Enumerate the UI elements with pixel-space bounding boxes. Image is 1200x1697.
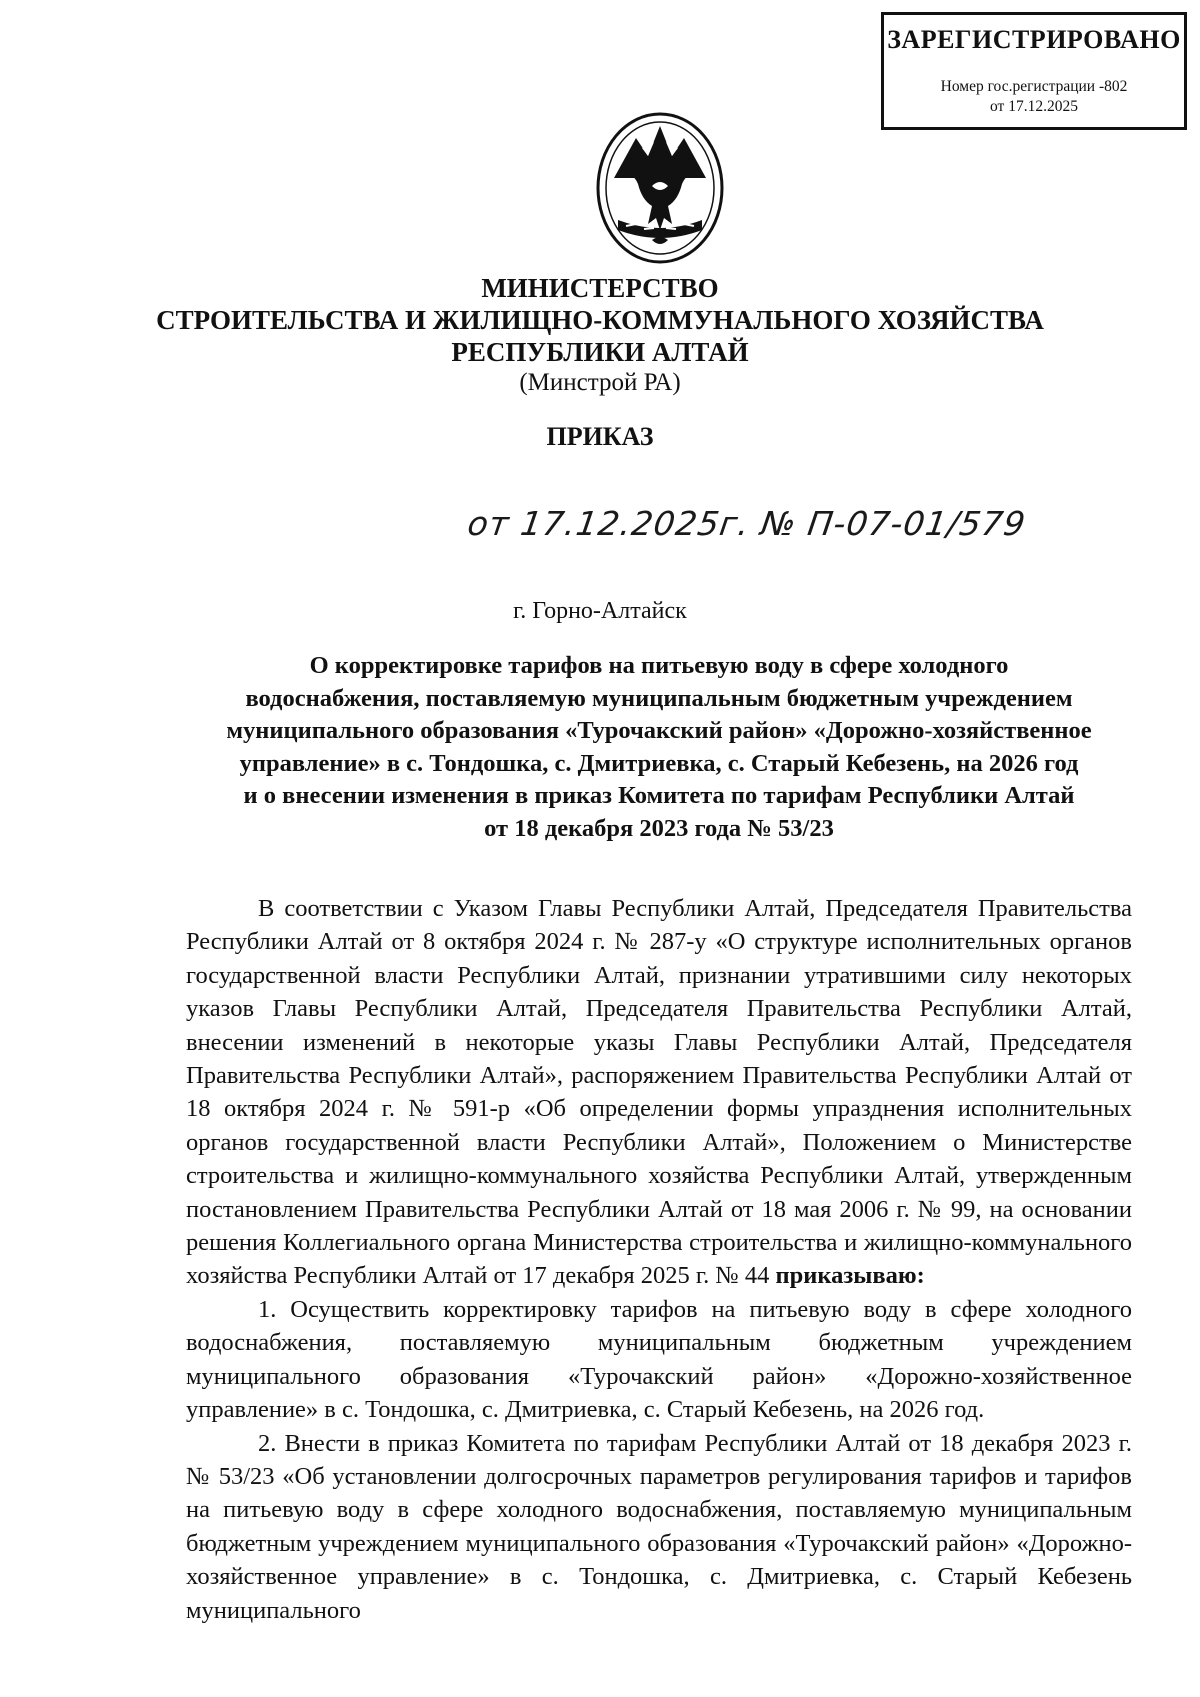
stamp-registration-number [884, 77, 1184, 117]
stamp-title: ЗАРЕГИСТРИРОВАНО [887, 25, 1181, 54]
ministry-name [0, 272, 1200, 368]
order-title: ПРИКАЗ [546, 422, 654, 451]
subject-line: О корректировке тарифов на питьевую воду в сфере холодного [309, 652, 1009, 679]
item-1-paragraph: 1. Осуществить корректировку тарифов на питьевую воду в сфере холодного водоснабжения, поставляемую муниципальным бюджетным учреждением муниципального образования «Турочакский район» «Дорожно-хозяйственное управление» в с. Тондошка, с. Дмитриевка, с. Старый Кебезень, на 2026 год. [186, 1295, 1132, 1424]
item-2-paragraph: 2. Внести в приказ Комитета по тарифам Республики Алтай от 18 декабря 2023 г. № 53/23 «Об установлении долгосрочных параметров регулирования тарифов и тарифов на питьевую воду в сфере холодного водоснабжения, поставляемую муниципальным бюджетным учреждением муниципального образования «Турочакский район» «Дорожно-хозяйственное управление» в с. Тондошка, с. Дмитриевка, с. Старый Кебезень муниципального [186, 1429, 1132, 1624]
registration-stamp [881, 12, 1187, 130]
subject-line: муниципального образования «Турочакский район» «Дорожно-хозяйственное [226, 717, 1092, 744]
subject-line: от 18 декабря 2023 года № 53/23 [484, 814, 834, 842]
preamble-text: В соответствии с Указом Главы Республики Алтай, Председателя Правительства Республики Алтай от 8 октября 2024 г. № 287-у «О структуре исполнительных органов государственной власти Республики Алтай, признании утратившими силу некоторых указов Главы Республики Алтай, Председателя Правительства Республики Алтай, внесении изменений в некоторые указы Главы Республики Алтай, Председателя Правительства Республики Алтай», распоряжением Правительства Республики Алтай от 18 октября 2024 г. № 591-р «Об определении формы упразднения исполнительных органов государственной власти Республики Алтай», Положением о Министерстве строительства и жилищно-коммунального хозяйства Республики Алтай, утвержденным постановлением Правительства Республики Алтай от 18 мая 2006 г. № 99, на основании решения Коллегиального органа Министерства строительства и жилищно-коммунального хозяйства Республики Алтай от 17 декабря 2025 г. № 44 [186, 895, 1132, 1290]
ministry-line-2: СТРОИТЕЛЬСТВА И ЖИЛИЩНО-КОММУНАЛЬНОГО ХОЗЯЙСТВА [156, 305, 1044, 335]
order-subject [180, 650, 1138, 845]
ministry-line-1: МИНИСТЕРСТВО [481, 273, 719, 303]
stamp-date-line: от 17.12.2025 [990, 98, 1078, 115]
preamble-paragraph [186, 892, 1132, 1293]
order-body [186, 892, 1132, 1627]
subject-line: водоснабжения, поставляемую муниципальным бюджетным учреждением [245, 684, 1073, 712]
handwritten-date-number: от 17.12.2025г. № П-07-01/579 [465, 504, 1029, 543]
subject-line: управление» в с. Тондошка, с. Дмитриевка, с. Старый Кебезень, на 2026 год [239, 749, 1079, 777]
ministry-line-3: РЕСПУБЛИКИ АЛТАЙ [451, 337, 749, 367]
ministry-short-name: (Минстрой РА) [519, 369, 681, 396]
directive-word: приказываю: [775, 1262, 925, 1290]
republic-of-altai-emblem-icon [592, 108, 728, 268]
city: г. Горно-Алтайск [513, 598, 687, 624]
stamp-reg-line: Номер гос.регистрации -802 [940, 78, 1128, 95]
subject-line: и о внесении изменения в приказ Комитета по тарифам Республики Алтай [243, 782, 1075, 809]
